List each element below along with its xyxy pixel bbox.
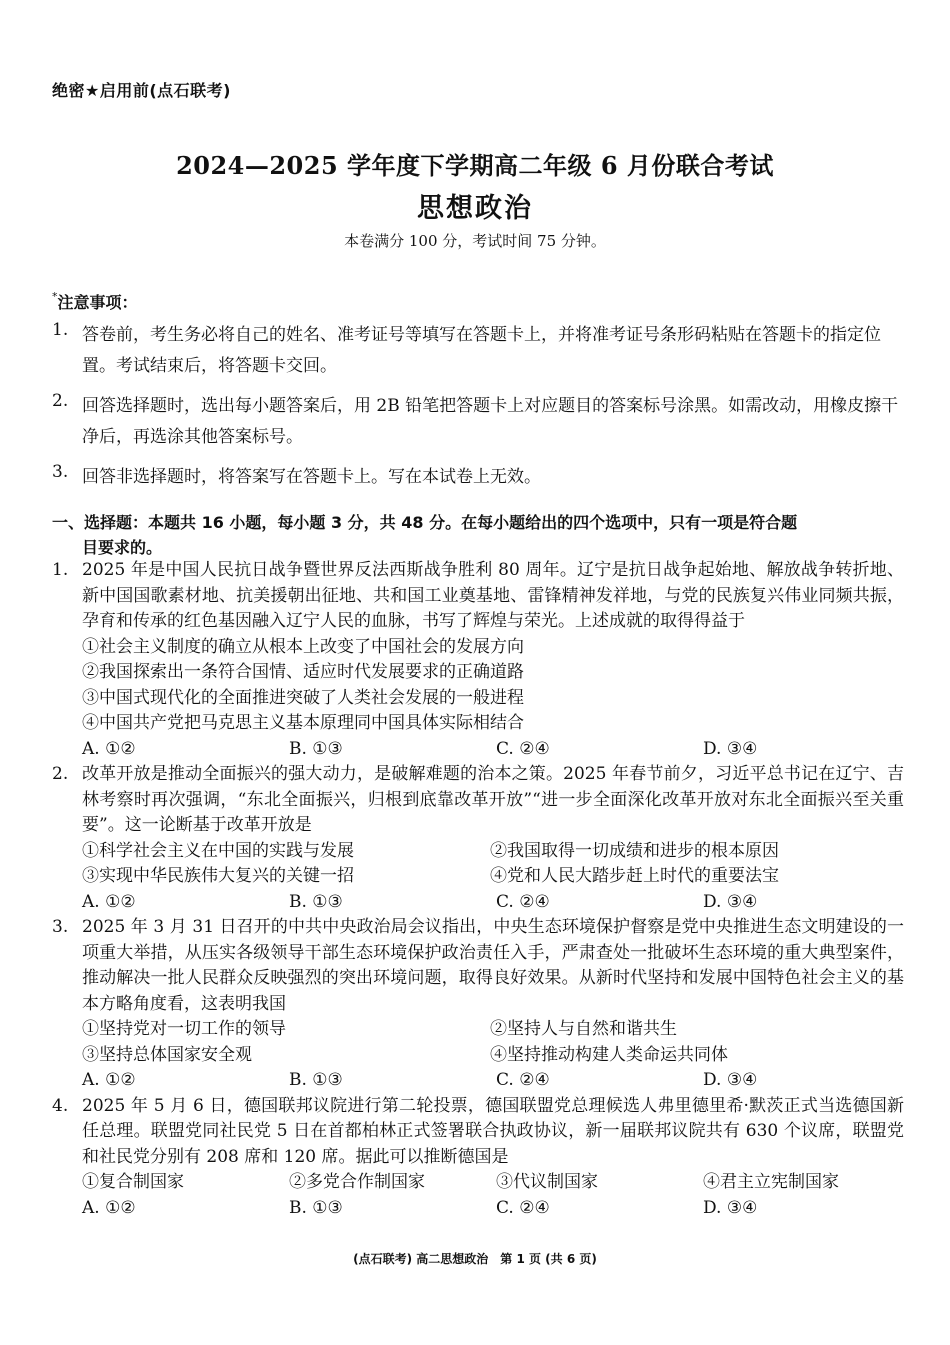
statement: ②我国探索出一条符合国情、适应时代发展要求的正确道路 — [82, 662, 524, 682]
notice-list — [52, 320, 902, 502]
question-4 — [52, 1094, 904, 1222]
question-stem: 改革开放是推动全面振兴的强大动力，是破解难题的治本之策。2025 年春节前夕，习近平总书记在辽宁、吉林考察时再次强调，“东北全面振兴，归根到底靠改革开放”“进一步全面深化改革开放对东北全面振兴至关重要”。这一论断基于改革开放是 — [82, 764, 904, 835]
statement: ④坚持推动构建人类命运共同体 — [490, 1044, 728, 1065]
statement: ④党和人民大踏步赶上时代的重要法宝 — [490, 866, 779, 886]
statement: ③中国式现代化的全面推进突破了人类社会发展的一般进程 — [82, 687, 524, 708]
option-b: B. ①③ — [289, 891, 343, 912]
section-heading-line1: 一、选择题：本题共 16 小题，每小题 3 分，共 48 分。在每小题给出的四个选项中，只有一项是符合题 — [52, 513, 798, 532]
confidential-mark: 绝密★启用前(点石联考) — [52, 81, 231, 100]
option-d: D. ③④ — [703, 1070, 758, 1090]
answer-options — [82, 737, 904, 763]
page-footer: (点石联考) 高二思想政治 第 1 页 (共 6 页) — [353, 1252, 597, 1266]
notice-heading-text: 注意事项： — [57, 293, 138, 312]
question-stem: 2025 年 3 月 31 日召开的中共中央政治局会议指出，中央生态环境保护督察是党中央推进生态文明建设的一项重大举措，从压实各级领导干部生态环境保护政治责任入手，严肃查处一批破坏生态环境的重大典型案件，推动解决一批人民群众反映强烈的突出环境问题，取得良好效果。从新时代坚持和发展中国特色社会主义的基本方略角度看，这表明我国 — [82, 917, 904, 1014]
statement: ③坚持总体国家安全观 — [82, 1044, 252, 1065]
question-stem: 2025 年是中国人民抗日战争暨世界反法西斯战争胜利 80 周年。辽宁是抗日战争起始地、解放战争转折地、新中国国歌素材地、抗美援朝出征地、共和国工业奠基地、雷锋精神发祥地，与党的民族复兴伟业同频共振，孕育和传承的红色基因融入辽宁人民的血脉，书写了辉煌与荣光。上述成就的取得得益于 — [82, 560, 904, 631]
statement: ③实现中华民族伟大复兴的关键一招 — [82, 866, 354, 886]
notice-number: 2. — [52, 391, 69, 411]
notice-text: 回答选择题时，选出每小题答案后，用 2B 铅笔把答题卡上对应题目的答案标号涂黑。如需改动，用橡皮擦干净后，再选涂其他答案标号。 — [82, 396, 899, 447]
statement-grid — [82, 1017, 904, 1068]
notice-heading — [52, 290, 138, 313]
statement-grid — [82, 1170, 904, 1196]
statement: ②坚持人与自然和谐共生 — [490, 1019, 677, 1039]
option-b: B. ①③ — [289, 1197, 343, 1218]
option-a: A. ①② — [82, 738, 136, 759]
statement: ①科学社会主义在中国的实践与发展 — [82, 840, 354, 861]
notice-item — [52, 391, 902, 453]
section-heading — [52, 510, 904, 560]
statement: ③代议制国家 — [496, 1172, 598, 1192]
question-number: 1. — [52, 560, 69, 580]
notice-item — [52, 462, 902, 493]
option-d: D. ③④ — [703, 738, 758, 759]
option-b: B. ①③ — [289, 738, 343, 759]
question-stem: 2025 年 5 月 6 日，德国联邦议院进行第二轮投票，德国联盟党总理候选人弗里德里希·默茨正式当选德国新任总理。联盟党同社民党 5 日在首都柏林正式签署联合执政协议，新一届联邦议院共有 630 个议席，联盟党和社民党分别有 208 席和 120 席。据此可以推断德国是 — [82, 1095, 904, 1167]
notice-number: 1. — [52, 320, 69, 340]
notice-text: 回答非选择题时，将答案写在答题卡上。写在本试卷上无效。 — [82, 467, 541, 487]
notice-text: 答卷前，考生务必将自己的姓名、准考证号等填写在答题卡上，并将准考证号条形码粘贴在答题卡的指定位置。考试结束后，将答题卡交回。 — [82, 325, 881, 376]
option-c: C. ②④ — [496, 1070, 550, 1090]
exam-info: 本卷满分 100 分，考试时间 75 分钟。 — [344, 232, 606, 250]
star-mark: * — [52, 290, 58, 303]
option-a: A. ①② — [82, 1197, 136, 1218]
answer-options — [82, 890, 904, 916]
question-number: 4. — [52, 1095, 69, 1116]
option-c: C. ②④ — [496, 738, 550, 759]
section-heading-line2: 目要求的。 — [82, 538, 163, 557]
question-3 — [52, 915, 904, 1094]
statement: ①社会主义制度的确立从根本上改变了中国社会的发展方向 — [82, 636, 524, 657]
question-number: 2. — [52, 764, 69, 784]
answer-options — [82, 1068, 904, 1094]
notice-number: 3. — [52, 462, 69, 482]
question-1 — [52, 558, 904, 762]
question-number: 3. — [52, 917, 69, 937]
statement: ④君主立宪制国家 — [703, 1172, 839, 1192]
notice-item — [52, 320, 902, 382]
option-c: C. ②④ — [496, 891, 550, 912]
question-2 — [52, 762, 904, 915]
statement: ①坚持党对一切工作的领导 — [82, 1019, 286, 1039]
option-d: D. ③④ — [703, 891, 758, 912]
exam-title: 2024—2025 学年度下学期高二年级 6 月份联合考试 — [176, 151, 774, 180]
option-b: B. ①③ — [289, 1070, 343, 1090]
statement: ①复合制国家 — [82, 1172, 184, 1192]
question-list — [52, 558, 904, 1221]
answer-options — [82, 1196, 904, 1222]
option-a: A. ①② — [82, 1070, 136, 1090]
option-a: A. ①② — [82, 891, 136, 912]
subject-title: 思想政治 — [417, 193, 533, 224]
statement-grid — [82, 839, 904, 890]
statement: ②多党合作制国家 — [289, 1172, 425, 1192]
option-c: C. ②④ — [496, 1197, 550, 1218]
option-d: D. ③④ — [703, 1197, 758, 1218]
statement: ②我国取得一切成绩和进步的根本原因 — [490, 840, 779, 861]
statement: ④中国共产党把马克思主义基本原理同中国具体实际相结合 — [82, 713, 524, 733]
